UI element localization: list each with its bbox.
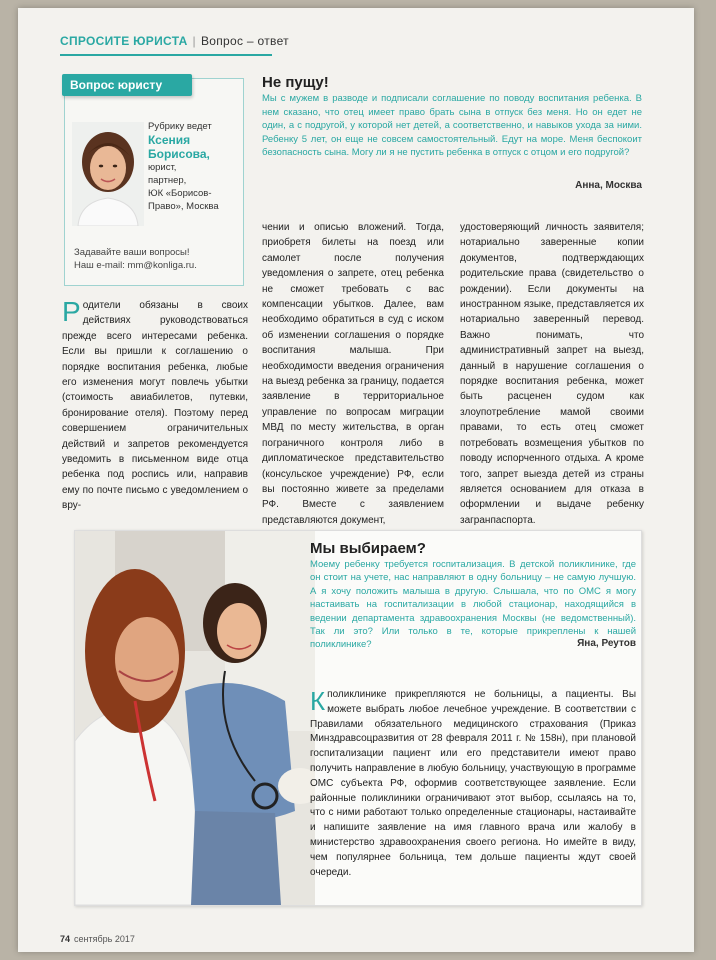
lawyer-info [148,120,242,213]
subsection-name: Вопрос – ответ [200,34,289,48]
answer1-col1-text: одители обязаны в своих действиях руководствоваться прежде всего интересами ребенка. Если вы пришли к соглашению о порядке воспитания ребенка, любые его изменения могут повлечь убытки (стоимость авиабилетов, путевки, бронирование отеля). Поэтому перед совершением ограничительных действий и запретов рекомендуется уведомить в письменном виде отца ребенка под роспись или, направив ему по почте письмо с уведомлением о вру- [62,300,248,512]
question1-author: Анна, Москва [575,180,642,191]
answer1-dropcap: Р [62,296,81,327]
magazine-page [18,8,694,952]
page-number: 74 [60,934,71,944]
page-footer [60,934,135,944]
doctor-child-photo [75,531,315,905]
lawyer-portrait [72,122,144,226]
question1-text: Мы с мужем в разводе и подписали соглашение по поводу воспитания ребенка. В нем сказано, что отец имеет право брать сына в отпуск без меня. Но он едет не один, а с подругой, у которой нет детей, а соответственно, и навыков ухода за ними. Ребенку 5 лет, он еще не совсем самостоятельный. Едут на море. Меня беспокоит безопасность сына. Могу ли я не пустить ребенка в отпуск с отцом и его подругой? [262,93,642,159]
question2-text: Моему ребенку требуется госпитализация. В детской поликлинике, где он стоит на учете, нас направляют в одну больницу – не самую лучшую. А я хочу положить малыша в другую. Слышала, что по ОМС я могу настаивать на госпитализации в любой стационар, находящийся в ведении департамента здравоохранения Москвы (не ведомственный). Так ли это? Или только в те, которые прикреплены к нашей поликлинике? [310,559,636,651]
question2-author: Яна, Реутов [577,638,636,649]
lawyer-company: ЮК «Борисов- [148,188,212,199]
lawyer-company2: Право», Москва [148,201,219,212]
header-separator: | [192,34,196,48]
section-header [60,34,289,48]
lawyer-contact [74,246,244,272]
lawyer-first-name: Ксения [148,133,191,147]
answer2-dropcap: К [310,686,326,716]
answer2-text [310,688,636,880]
answer1-column1 [62,298,248,514]
lawyer-role: юрист, [148,162,177,173]
ask-questions: Задавайте ваши вопросы! [74,247,190,258]
contact-email: Наш e-mail: mm@konliga.ru. [74,260,197,271]
header-rule [60,54,272,56]
section-name: СПРОСИТЕ ЮРИСТА [60,34,188,48]
question2-title: Мы выбираем? [310,540,426,557]
lawyer-tab: Вопрос юристу [62,74,192,96]
issue-date: сентябрь 2017 [74,934,135,944]
answer1-column2: чении и описью вложений. Тогда, приобретя билеты на поезд или самолет после получения уведомления о запрете, отец ребенка не сможет требовать с вас компенсации убытков. Далее, вам необходимо обратиться в суд с иском об изменении соглашения о порядке воспитания малыша. При необходимости введения ограничения на выезд ребенка за границу, подается заявление в территориальное управление по вопросам миграции МВД по месту жительства, в орган пограничного контроля либо в дипломатическое представительство (консульское учреждение) РФ, если вы постоянно живете за пределами РФ. Вместе с заявлением представляются документ, [262,222,444,526]
lawyer-role2: партнер, [148,175,187,186]
answer1-column3: удостоверяющий личность заявителя; нотариально заверенные копии документов, подтверждающих родительские права (свидетельство о рождении). Если документы на иностранном языке, представляется их нотариально заверенный перевод. Важно понимать, что административный запрет на выезд, данный в нарушение соглашения о порядке воспитания ребенка, может быть расценен судом как злоупотребление мамой своими правами, то есть отец сможет потребовать возмещения убытков по поводу испорченного отдыха. А кроме того, запрет выезда детей из страны является основанием для отказа в оформлении и выдаче ребенку загранпаспорта. [460,222,644,526]
question1-title: Не пущу! [262,74,329,91]
answer2-body: поликлинике прикрепляются не больницы, а пациенты. Вы можете выбрать любое лечебное учреждение. В соответствии с Правилами обязательного медицинского страхования (Приказ Минздравсоцразвития от 28 февраля 2011 г. № 158н), при плановой госпитализации пациент или его представители имеют право получить направление в любую больницу, участвующую в программе ОМС субъекта РФ, оформив соответствующее заявление. Если районные поликлиники ограничивают этот выбор, ссылаясь на то, что с ними работают только определенные стационары, настаивайте и напишите заявление на имя главного врача или жалобу в министерство здравоохранения своего региона. Но имейте в виду, чем популярнее больница, тем дольше пациенты ждут своей очереди. [310,689,636,878]
lawyer-last-name: Борисова, [148,147,210,161]
lawyer-intro: Рубрику ведет [148,121,212,132]
